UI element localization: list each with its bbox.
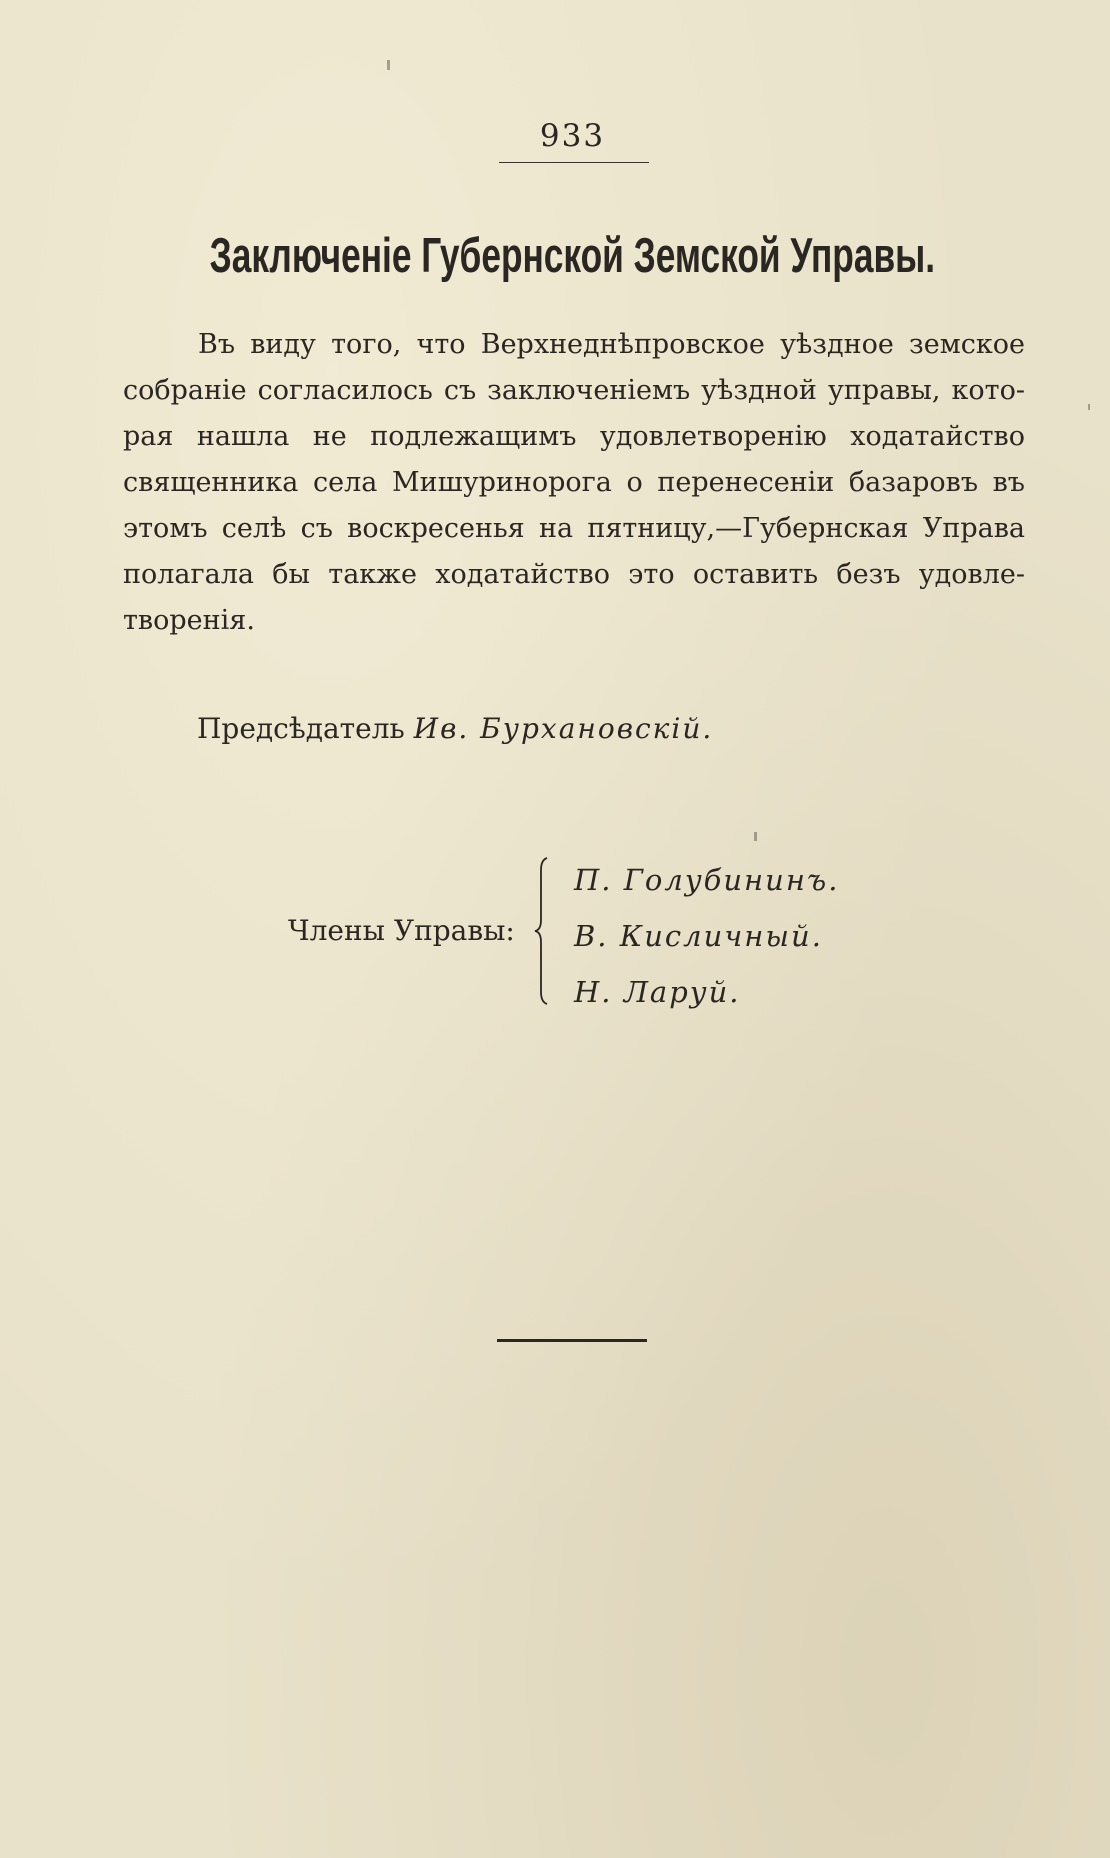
page-number-rule <box>499 162 649 163</box>
members-brace <box>533 856 549 1006</box>
paragraph-line: рая нашла не подлежащимъ удовлетворенію ходатайство <box>123 421 1025 452</box>
members-list <box>574 852 839 1020</box>
paragraph-line: собраніе согласилось съ заключеніемъ уѣздной управы, кото- <box>123 375 1025 406</box>
member-name: В. Кисличный. <box>574 919 823 953</box>
paragraph-line: священника села Мишуринорога о перенесеніи базаровъ въ <box>123 467 1025 498</box>
end-rule <box>497 1339 647 1342</box>
paragraph-line: творенія. <box>123 605 255 636</box>
chairman-signature <box>197 712 713 745</box>
resolution-paragraph <box>123 322 1025 644</box>
chairman-label: Предсѣдатель <box>197 712 405 745</box>
member-name: Н. Ларуй. <box>574 975 741 1009</box>
paragraph-line: Въ виду того, что Верхнеднѣпровское уѣздное земское <box>198 329 1025 360</box>
page-number: 933 <box>539 118 606 154</box>
paragraph-line: этомъ селѣ съ воскресенья на пятницу,—Губернская Управа <box>123 513 1025 544</box>
member-name: П. Голубининъ. <box>574 863 840 897</box>
paper-speck <box>387 60 390 70</box>
members-label: Члены Управы: <box>288 914 515 947</box>
paper-speck <box>754 832 757 841</box>
paragraph-line: полагала бы также ходатайство это оставить безъ удовле- <box>123 559 1025 590</box>
paper-speck <box>1088 404 1090 410</box>
section-title: Заключеніе Губернской Земской Управы. <box>209 229 936 283</box>
chairman-name: Ив. Бурхановскій. <box>413 712 714 745</box>
